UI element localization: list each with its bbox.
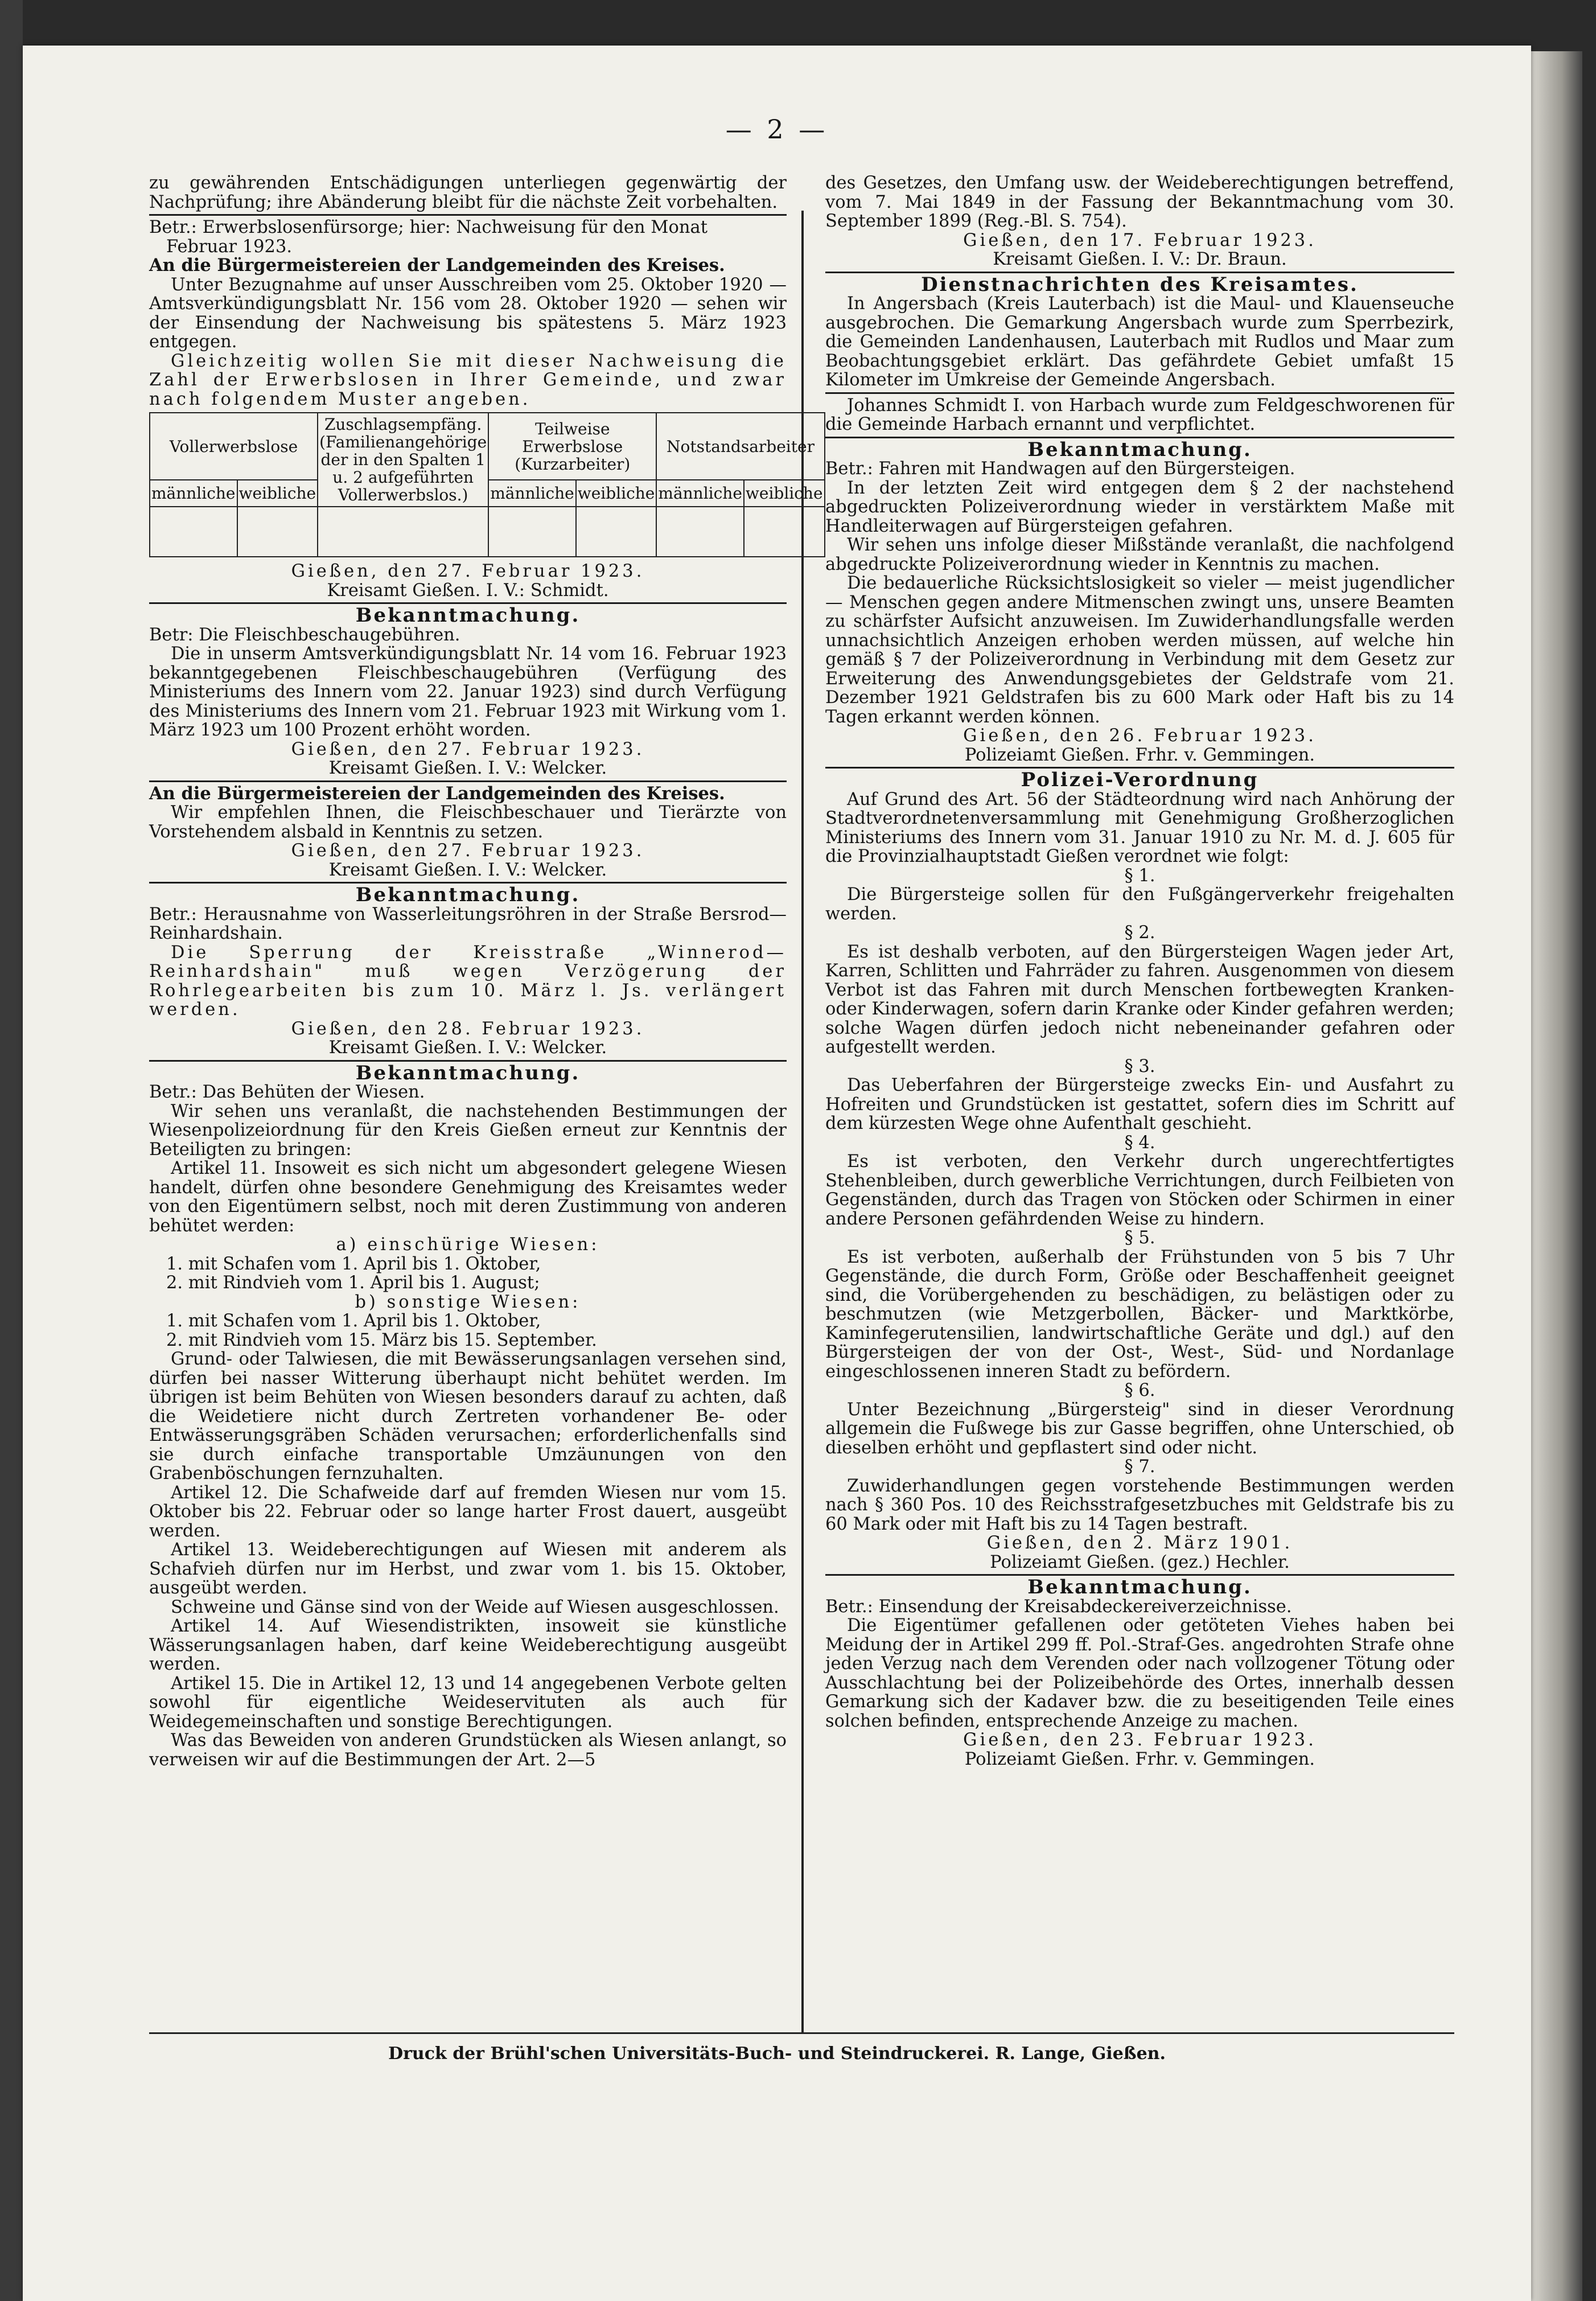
section-number: § 3.: [1124, 1056, 1155, 1076]
paragraph: Die in unserm Amtsverkündigungsblatt Nr. 14 vom 16. Februar 1923 bekanntgegebenen Fleischbeschaugebühren (Verfügung des Ministeriums des Innern vom 22. Januar 1923) sind durch Verfügung des Ministeriums des Innern vom 21. Februar 1923 mit Wirkung vom 1. März 1923 um 100 Prozent erhöht worden.: [149, 644, 787, 740]
addressee: An die Bürgermeistereien der Landgemeinden des Kreises.: [149, 783, 725, 804]
subject-line: Februar 1923.: [166, 236, 293, 257]
section-number: § 5.: [1124, 1228, 1155, 1248]
table-subheader: weibliche: [237, 480, 318, 507]
section-number: § 7.: [1124, 1457, 1155, 1477]
paragraph: Das Ueberfahren der Bürgersteige zwecks Ein- und Ausfahrt zu Hofreiten und Grundstücken ist gestattet, sofern dies im Schritt auf dem kürzesten Wege ohne Aufenthalt geschieht.: [825, 1075, 1454, 1133]
statistics-table: [149, 412, 825, 557]
section-heading: Bekanntmachung.: [355, 1061, 581, 1084]
list-item: 2. mit Rindvieh vom 1. April bis 1. August;: [166, 1273, 540, 1293]
paragraph: Die Bürgersteige sollen für den Fußgängerverkehr freigehalten werden.: [825, 885, 1454, 924]
table-header: Zuschlagsempfäng. (Familienangehörige der in den Spalten 1 u. 2 aufgeführten Vollerwerbslos.): [318, 413, 488, 507]
signature-name: Polizeiamt Gießen. (gez.) Hechler.: [990, 1552, 1290, 1572]
list-item: 2. mit Rindvieh vom 15. März bis 15. September.: [166, 1330, 597, 1350]
table-row: [150, 507, 825, 557]
paragraph: Wir sehen uns veranlaßt, die nachstehenden Bestimmungen der Wiesenpolizeiordnung für den Kreis Gießen erneut zur Kenntnis der Beteiligten zu bringen:: [149, 1101, 787, 1160]
signature-name: Polizeiamt Gießen. Frhr. v. Gemmingen.: [964, 745, 1315, 765]
paragraph: Grund- oder Talwiesen, die mit Bewässerungsanlagen versehen sind, dürfen bei nasser Witterung überhaupt nicht behütet werden. Im übrigen ist beim Behüten von Wiesen besonders darauf zu achten, daß die Weidetiere nicht durch Zertreten vorhandener Be- oder Entwässerungsgräben Schäden verursachen; erforderlichenfalls sind sie durch einfache transportable Umzäunungen von den Grabenböschungen fernzuhalten.: [149, 1349, 787, 1484]
subject-line: Betr.: Das Behüten der Wiesen.: [149, 1082, 425, 1102]
signature-name: Kreisamt Gießen. I. V.: Welcker.: [328, 1038, 607, 1058]
signature-place: Gießen, den 27. Februar 1923.: [291, 841, 645, 861]
list-heading: b) sonstige Wiesen:: [355, 1292, 581, 1312]
subject-line: Betr.: Fahren mit Handwagen auf den Bürgersteigen.: [825, 459, 1295, 479]
signature-place: Gießen, den 26. Februar 1923.: [963, 726, 1317, 746]
section-number: § 6.: [1124, 1380, 1155, 1400]
book-binding: [0, 0, 23, 2301]
signature-name: Polizeiamt Gießen. Frhr. v. Gemmingen.: [964, 1749, 1315, 1769]
paragraph: Wir empfehlen Ihnen, die Fleischbeschauer und Tierärzte von Vorstehendem alsbald in Kenntnis zu setzen.: [149, 803, 787, 842]
subject-line: Betr.: Einsendung der Kreisabdeckereiverzeichnisse.: [825, 1596, 1292, 1617]
paragraph: Die bedauerliche Rücksichtslosigkeit so vieler — meist jugendlicher — Menschen gegen andere Mitmenschen zwingt uns, unsere Beamten zu schärfster Aufsicht anzuweisen. Im Zuwiderhandlungsfalle werden unnachsichtlich Anzeigen erhoben werden müssen, auf welche hin gemäß § 7 der Polizeiverordnung in Verbindung mit dem Gesetz zur Erweiterung des Anwendungsgebietes der Geldstrafe vom 21. Dezember 1921 Geldstrafen bis zu 600 Mark oder Haft bis zu 14 Tagen erkannt werden können.: [825, 573, 1454, 727]
table-header: Teilweise Erwerbslose (Kurzarbeiter): [488, 413, 656, 480]
paragraph: Es ist deshalb verboten, auf den Bürgersteigen Wagen jeder Art, Karren, Schlitten und Fahrräder zu fahren. Ausgenommen von diesem Verbot ist das Fahren mit durch Menschen fortbewegten Kranken- oder Kinderwagen, sofern darin Kranke oder Kinder gefahren werden; solche Wagen dürfen jedoch nicht nebeneinander gefahren oder aufgestellt werden.: [825, 942, 1454, 1057]
signature-place: Gießen, den 27. Februar 1923.: [291, 739, 645, 759]
section-heading: Polizei-Verordnung: [1021, 769, 1259, 791]
divider: [149, 214, 787, 216]
left-column: [149, 173, 823, 2024]
paragraph: Artikel 11. Insoweit es sich nicht um abgesondert gelegene Wiesen handelt, dürfen ohne besondere Genehmigung des Kreisamtes weder von den Eigentümern selbst, noch mit deren Zustimmung von anderen behütet werden:: [149, 1158, 787, 1236]
section-number: § 4.: [1124, 1132, 1155, 1153]
table-subheader: männliche: [150, 480, 237, 507]
footer-divider: [149, 2032, 1454, 2034]
paragraph: Gleichzeitig wollen Sie mit dieser Nachweisung die Zahl der Erwerbslosen in Ihrer Gemeinde, und zwar nach folgendem Muster angeben.: [149, 351, 787, 409]
page-number: — 2 —: [725, 114, 829, 145]
list-heading: a) einschürige Wiesen:: [336, 1235, 600, 1255]
signature-name: Kreisamt Gießen. I. V.: Welcker.: [328, 860, 607, 880]
paragraph: Unter Bezeichnung „Bürgersteig" sind in dieser Verordnung allgemein die Fußwege bis zur Gasse begriffen, ohne Unterschied, ob dieselben erhöht und gepflastert sind oder nicht.: [825, 1399, 1454, 1458]
paragraph: Schweine und Gänse sind von der Weide auf Wiesen ausgeschlossen.: [171, 1597, 779, 1617]
signature-place: Gießen, den 17. Februar 1923.: [963, 230, 1317, 250]
table-header: Notstandsarbeiter: [656, 413, 824, 480]
paragraph: Zuwiderhandlungen gegen vorstehende Bestimmungen werden nach § 360 Pos. 10 des Reichsstrafgesetzbuches mit Geldstrafe bis zu 60 Mark oder mit Haft bis zu 14 Tagen bestraft.: [825, 1476, 1454, 1534]
paragraph: In Angersbach (Kreis Lauterbach) ist die Maul- und Klauenseuche ausgebrochen. Die Gemarkung Angersbach wurde zum Sperrbezirk, die Gemeinden Landenhausen, Lauterbach mit Rudlos und Maar zum Beobachtungsgebiet erklärt. Das gefährdete Gebiet umfaßt 15 Kilometer im Umkreise der Gemeinde Angersbach.: [825, 294, 1454, 390]
subject-line: Betr: Die Fleischbeschaugebühren.: [149, 624, 460, 645]
paragraph: Artikel 15. Die in Artikel 12, 13 und 14 angegebenen Verbote gelten sowohl für eigentliche Weideservituten als auch für Weidegemeinschaften und sonstige Berechtigungen.: [149, 1673, 787, 1732]
table-subheader: weibliche: [576, 480, 657, 507]
page-edge: [1531, 51, 1582, 2301]
paragraph: Unter Bezugnahme auf unser Ausschreiben vom 25. Oktober 1920 — Amtsverkündigungsblatt Nr. 156 vom 28. Oktober 1920 — sehen wir der Einsendung der Nachweisung bis spätestens 5. März 1923 entgegen.: [149, 274, 787, 352]
section-number: § 2.: [1124, 923, 1155, 943]
right-column: [825, 174, 1454, 2024]
divider: [825, 392, 1454, 394]
list-item: 1. mit Schafen vom 1. April bis 1. Oktober,: [166, 1311, 541, 1331]
paragraph: Artikel 14. Auf Wiesendistrikten, insoweit sie künstliche Wässerungsanlagen haben, darf keine Weideberechtigung ausgeübt werden.: [149, 1616, 787, 1674]
paragraph: Wir sehen uns infolge dieser Mißstände veranlaßt, die nachfolgend abgedruckte Polizeiverordnung wieder in Kenntnis zu machen.: [825, 535, 1454, 574]
paragraph: In der letzten Zeit wird entgegen dem § 2 der nachstehend abgedruckten Polizeiverordnung wieder in verstärktem Maße mit Handleiterwagen auf Bürgersteigen gefahren.: [825, 478, 1454, 536]
section-heading: Bekanntmachung.: [1027, 1576, 1252, 1599]
paragraph: Artikel 13. Weideberechtigungen auf Wiesen mit anderem als Schafvieh dürfen nur im Herbst, und zwar vom 1. bis 15. Oktober, ausgeübt werden.: [149, 1540, 787, 1598]
paragraph: Was das Beweiden von anderen Grundstücken als Wiesen anlangt, so verweisen wir auf die Bestimmungen der Art. 2—5: [149, 1731, 787, 1770]
signature-name: Kreisamt Gießen. I. V.: Schmidt.: [327, 580, 609, 601]
divider: [149, 780, 787, 782]
table-subheader: weibliche: [744, 480, 825, 507]
newspaper-page: [23, 46, 1531, 2301]
addressee: An die Bürgermeistereien der Landgemeinden des Kreises.: [149, 255, 725, 276]
paragraph: zu gewährenden Entschädigungen unterliegen gegenwärtig der Nachprüfung; ihre Abänderung bleibt für die nächste Zeit vorbehalten.: [149, 173, 787, 212]
signature-place: Gießen, den 2. März 1901.: [986, 1533, 1293, 1553]
paragraph: Es ist verboten, außerhalb der Frühstunden von 5 bis 7 Uhr Gegenstände, die durch Form, Größe oder Beschaffenheit geeignet sind, die Vorübergehenden zu beschädigen, zu belästigen oder zu beschmutzen (wie Metzgerbollen, Bäcker- und Marktkörbe, Kaminfegerutensilien, landwirtschaftliche Geräte und dgl.) auf den Bürgersteigen der von der Ost-, West-, Süd- und Nordanlage eingeschlossenen inneren Stadt zu befördern.: [825, 1247, 1454, 1382]
printer-imprint: Druck der Brühl'schen Universitäts-Buch- und Steindruckerei. R. Lange, Gießen.: [388, 2044, 1166, 2064]
paragraph: Artikel 12. Die Schafweide darf auf fremden Wiesen nur vom 15. Oktober bis 22. Februar oder so lange harter Frost dauert, ausgeübt werden.: [149, 1482, 787, 1541]
signature-name: Kreisamt Gießen. I. V.: Welcker.: [328, 758, 607, 778]
section-number: § 1.: [1124, 865, 1155, 886]
subject-line: Betr.: Herausnahme von Wasserleitungsröhren in der Straße Bersrod—Reinhardshain.: [149, 904, 787, 943]
table-header: Vollerwerbslose: [150, 413, 318, 480]
table-subheader: männliche: [488, 480, 576, 507]
paragraph: Die Eigentümer gefallenen oder getöteten Viehes haben bei Meidung der in Artikel 299 ff. Pol.-Straf-Ges. angedrohten Strafe ohne jeden Verzug nach dem Verenden oder nach vollzogener Tötung oder Ausschlachtung bei der Polizeibehörde des Ortes, innerhalb dessen Gemarkung sich der Kadaver bzw. die zu beseitigenden Teile eines solchen befinden, entsprechende Anzeige zu machen.: [825, 1616, 1454, 1731]
paragraph: Es ist verboten, den Verkehr durch ungerechtfertigtes Stehenbleiben, durch gewerbliche Verrichtungen, durch Feilbieten von Gegenständen, durch das Tragen von Stöcken oder Schirmen in einer andere Personen gefährdenden Weise zu hindern.: [825, 1152, 1454, 1229]
section-heading: Dienstnachrichten des Kreisamtes.: [921, 273, 1359, 296]
subject-line: Betr.: Erwerbslosenfürsorge; hier: Nachweisung für den Monat: [149, 217, 707, 237]
signature-name: Kreisamt Gießen. I. V.: Dr. Braun.: [993, 249, 1287, 269]
signature-place: Gießen, den 23. Februar 1923.: [963, 1730, 1317, 1750]
paragraph: Johannes Schmidt I. von Harbach wurde zum Feldgeschworenen für die Gemeinde Harbach ernannt und verpflichtet.: [825, 395, 1454, 434]
section-heading: Bekanntmachung.: [355, 884, 581, 906]
paragraph: Die Sperrung der Kreisstraße „Winnerod—Reinhardshain" muß wegen Verzögerung der Rohrlegearbeiten bis zum 10. März l. Js. verlängert werden.: [149, 942, 787, 1020]
section-heading: Bekanntmachung.: [1027, 438, 1252, 461]
paragraph: des Gesetzes, den Umfang usw. der Weideberechtigungen betreffend, vom 7. Mai 1849 in der Fassung der Bekanntmachung vom 30. September 1899 (Reg.-Bl. S. 754).: [825, 173, 1454, 231]
list-item: 1. mit Schafen vom 1. April bis 1. Oktober,: [166, 1254, 541, 1274]
table-subheader: männliche: [656, 480, 744, 507]
signature-place: Gießen, den 27. Februar 1923.: [291, 561, 645, 581]
signature-place: Gießen, den 28. Februar 1923.: [291, 1018, 645, 1039]
paragraph: Auf Grund des Art. 56 der Städteordnung wird nach Anhörung der Stadtverordnetenversammlung mit Genehmigung Großherzoglichen Ministeriums des Innern vom 31. Januar 1910 zu Nr. M. d. J. 605 für die Provinzialhauptstadt Gießen verordnet wie folgt:: [825, 789, 1454, 866]
section-heading: Bekanntmachung.: [355, 604, 581, 627]
